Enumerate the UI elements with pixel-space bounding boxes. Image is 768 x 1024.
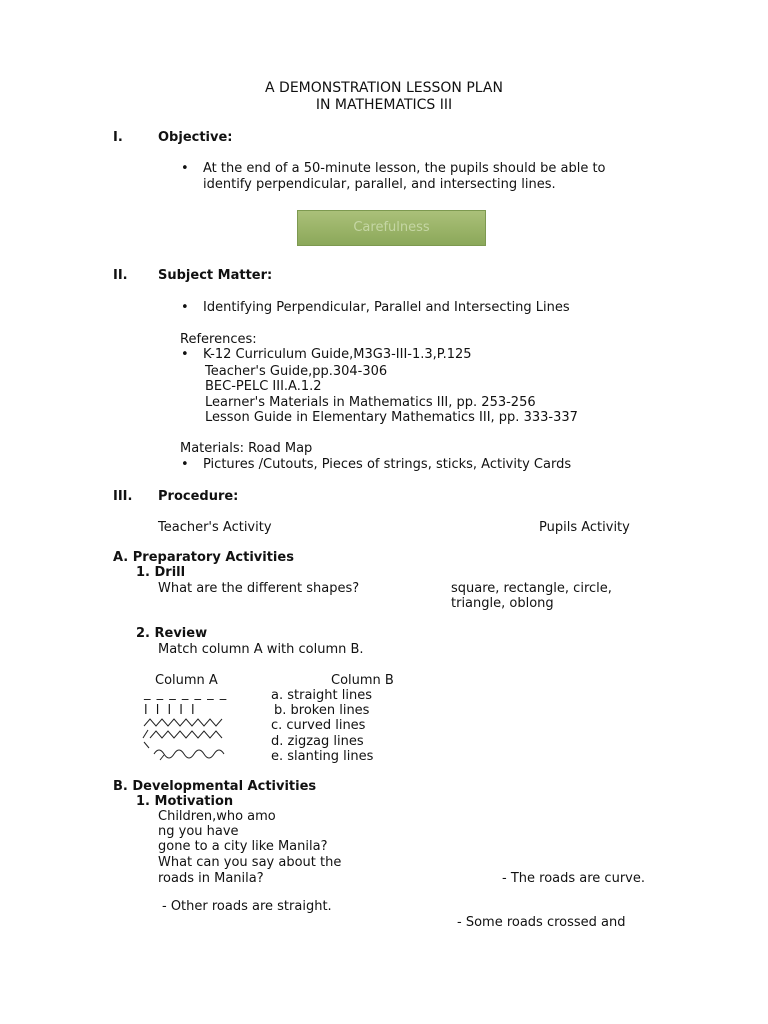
preparatory-heading: A. Preparatory Activities — [113, 550, 294, 565]
motivation-heading: 1. Motivation — [136, 794, 234, 809]
motivation-line: What can you say about the — [158, 855, 342, 870]
column-a-bars: l l l l l — [144, 703, 197, 718]
objective-heading: Objective: — [158, 130, 233, 145]
pupil-answer: - Other roads are straight. — [162, 899, 332, 914]
title-line-1: A DEMONSTRATION LESSON PLAN — [265, 80, 503, 96]
column-b-item: a. straight lines — [271, 688, 372, 703]
column-b-item: d. zigzag lines — [271, 734, 364, 749]
motivation-line: ng you have — [158, 824, 239, 839]
materials-list: • Pictures /Cutouts, Pieces of strings, sticks, Activity Cards — [203, 457, 571, 473]
subject-matter-heading: Subject Matter: — [158, 268, 273, 283]
motivation-line: roads in Manila? — [158, 871, 264, 886]
column-a-label: Column A — [155, 673, 218, 688]
reference-item: Lesson Guide in Elementary Mathematics III, pp. 333-337 — [205, 410, 578, 425]
materials-label: Materials: Road Map — [180, 441, 313, 456]
reference-item: Teacher's Guide,pp.304-306 — [205, 364, 388, 379]
reference-item: • K-12 Curriculum Guide,M3G3-III-1.3,P.125 — [203, 347, 472, 363]
drill-question: What are the different shapes? — [158, 581, 360, 596]
reference-item: Learner's Materials in Mathematics III, pp. 253-256 — [205, 395, 536, 410]
teacher-column-header: Teacher's Activity — [158, 520, 272, 535]
pupil-answer: - The roads are curve. — [502, 871, 645, 886]
objective-bullet-line-2: identify perpendicular, parallel, and intersecting lines. — [203, 177, 556, 192]
column-b-item: e. slanting lines — [271, 749, 374, 764]
developmental-heading: B. Developmental Activities — [113, 779, 317, 794]
banner-text: Carefulness — [353, 220, 430, 235]
carefulness-banner — [297, 210, 486, 246]
reference-item: BEC-PELC III.A.1.2 — [205, 379, 322, 394]
drill-answer-line-1: square, rectangle, circle, — [451, 581, 612, 596]
drill-answer-line-2: triangle, oblong — [451, 596, 554, 611]
zigzag-line-1 — [144, 719, 222, 726]
column-b-label: Column B — [331, 673, 394, 688]
motivation-line: Children,who amo — [158, 809, 276, 824]
slant-mark — [144, 742, 149, 748]
objective-bullet-line-1: • At the end of a 50-minute lesson, the pupils should be able to — [203, 161, 606, 177]
subject-topic: • Identifying Perpendicular, Parallel and Intersecting Lines — [203, 300, 570, 316]
motivation-line: gone to a city like Manila? — [158, 839, 328, 854]
title-line-2: IN MATHEMATICS III — [315, 97, 453, 113]
wavy-line — [154, 750, 224, 758]
slant-mark — [160, 755, 164, 760]
drill-heading: 1. Drill — [136, 565, 186, 580]
column-b-item: c. curved lines — [271, 718, 366, 733]
column-a-dashes: _ _ _ _ _ _ _ — [144, 686, 228, 701]
zigzag-line-2 — [150, 731, 222, 738]
procedure-numeral: III. — [113, 489, 133, 504]
column-a-line-drawings — [140, 716, 230, 762]
pupil-answer: - Some roads crossed and — [457, 915, 626, 930]
review-instruction: Match column A with column B. — [158, 642, 364, 657]
references-label: References: — [180, 332, 257, 347]
objective-numeral: I. — [113, 130, 123, 145]
column-b-item: b. broken lines — [274, 703, 370, 718]
pupil-column-header: Pupils Activity — [539, 520, 630, 535]
subject-matter-numeral: II. — [113, 268, 128, 283]
review-heading: 2. Review — [136, 626, 208, 641]
procedure-heading: Procedure: — [158, 489, 239, 504]
slant-mark — [143, 730, 148, 738]
